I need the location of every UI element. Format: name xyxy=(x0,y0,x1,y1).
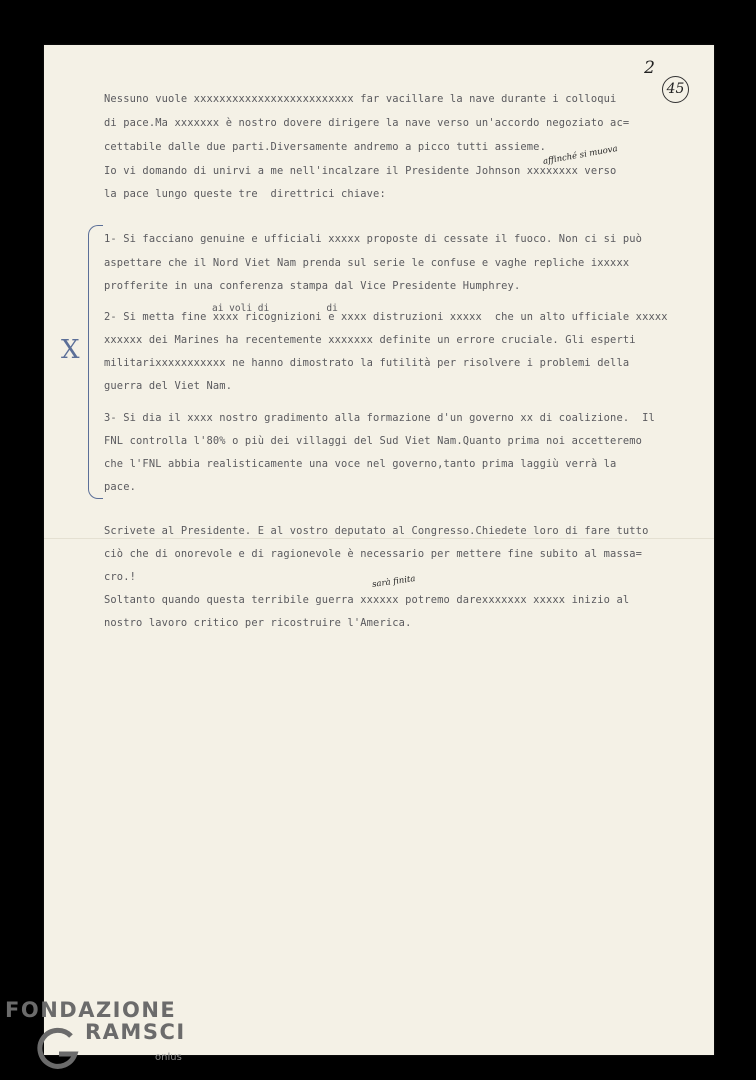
logo-suffix: onlus xyxy=(155,1052,182,1063)
text-line: profferite in una conferenza stampa dal Vice Presidente Humphrey. xyxy=(104,280,521,292)
text-line: cettabile dalle due parti.Diversamente andremo a picco tutti assieme. xyxy=(104,141,546,153)
text-line: Nessuno vuole xxxxxxxxxxxxxxxxxxxxxxxxx far vacillare la nave durante i colloqui xyxy=(104,93,617,105)
text-line: nostro lavoro critico per ricostruire l'America. xyxy=(104,617,412,629)
page-number: 2 xyxy=(644,58,655,78)
text-line: pace. xyxy=(104,481,137,493)
margin-bracket xyxy=(88,225,103,499)
text-line: Scrivete al Presidente. E al vostro deputato al Congresso.Chiedete loro di fare tutto xyxy=(104,525,649,537)
text-line: Io vi domando di unirvi a me nell'incalzare il Presidente Johnson xxxxxxxx verso xyxy=(104,165,617,177)
logo-line-1: FONDAZIONE xyxy=(5,998,177,1022)
text-line: di pace.Ma xxxxxxx è nostro dovere dirigere la nave verso un'accordo negoziato ac= xyxy=(104,117,630,129)
text-line: militarixxxxxxxxxxx ne hanno dimostrato la futilità per risolvere i problemi della xyxy=(104,357,630,369)
text-line: xxxxxx dei Marines ha recentemente xxxxxxx definite un errore cruciale. Gli esperti xyxy=(104,334,636,346)
text-line: Soltanto quando questa terribile guerra xxxxxx potremo darexxxxxxx xxxxx inizio al xyxy=(104,594,630,606)
circled-page-number: 45 xyxy=(662,76,689,103)
paper-fold xyxy=(44,538,714,539)
text-line: 1- Si facciano genuine e ufficiali xxxxx proposte di cessate il fuoco. Non ci si può xyxy=(104,233,643,245)
text-line: aspettare che il Nord Viet Nam prenda sul serie le confuse e vaghe repliche ixxxxx xyxy=(104,257,630,269)
margin-x-mark: X xyxy=(61,335,80,365)
text-line: guerra del Viet Nam. xyxy=(104,380,233,392)
text-line: che l'FNL abbia realisticamente una voce nel governo,tanto prima laggiù verrà la xyxy=(104,458,617,470)
text-line: cro.! xyxy=(104,571,137,583)
text-line: FNL controlla l'80% o più dei villaggi del Sud Viet Nam.Quanto prima noi accetteremo xyxy=(104,435,643,447)
handwritten-annotation: affinché si muova xyxy=(542,144,619,167)
text-line: ciò che di onorevole e di ragionevole è necessario per mettere fine subito al massa= xyxy=(104,548,643,560)
logo-line-2: RAMSCI xyxy=(85,1020,186,1044)
handwritten-annotation: sarà finita xyxy=(371,574,417,590)
typed-insertion: ai voli di di xyxy=(212,303,338,314)
document-page xyxy=(44,45,714,1055)
text-line: 2- Si metta fine xxxx ricognizioni e xxxx distruzioni xxxxx che un alto ufficiale xxxxx xyxy=(104,311,668,323)
text-line: la pace lungo queste tre direttrici chiave: xyxy=(104,188,386,200)
text-line: 3- Si dia il xxxx nostro gradimento alla formazione d'un governo xx di coalizione. Il xyxy=(104,412,655,424)
logo-g-icon xyxy=(35,1026,79,1070)
fondazione-gramsci-logo xyxy=(5,998,186,1063)
